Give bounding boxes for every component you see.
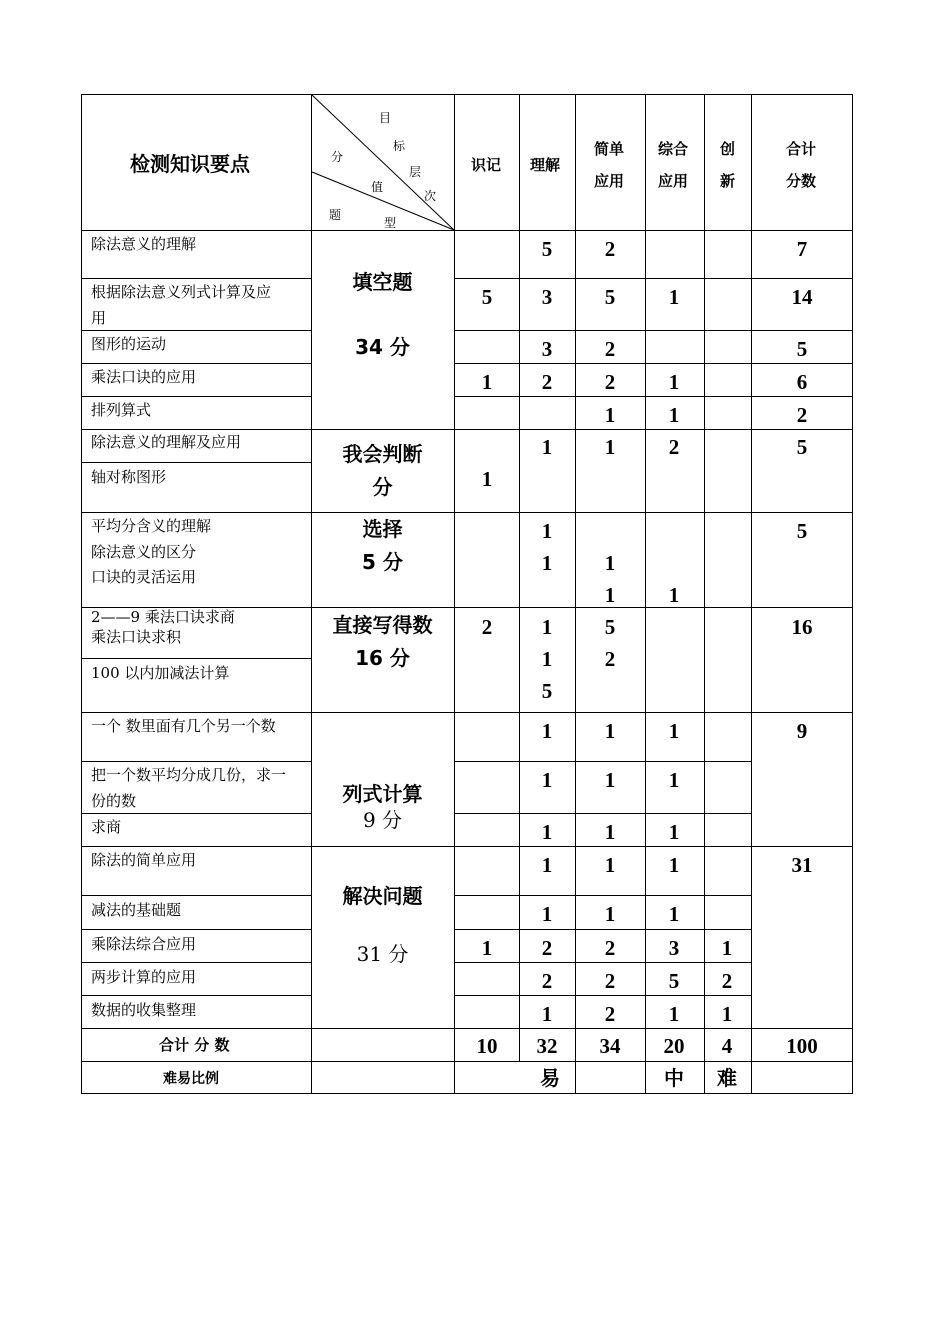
diag-label: 标 — [393, 139, 406, 153]
score-cell: 1 — [604, 551, 616, 575]
score-cell: 1 — [541, 519, 553, 543]
knowledge-assessment-table — [81, 94, 853, 1094]
score-cell: 5 — [541, 237, 553, 261]
score-cell: 1 — [541, 719, 553, 743]
score-cell: 1 — [481, 370, 493, 394]
score-cell: 2 — [604, 1002, 616, 1026]
section-label: 直接写得数 — [332, 613, 433, 637]
col-header-innovation: 新 — [720, 172, 736, 190]
score-cell: 5 — [604, 615, 616, 639]
score-cell: 1 — [604, 435, 616, 459]
score-cell: 5 — [796, 435, 808, 459]
difficulty-easy: 易 — [540, 1066, 560, 1090]
diag-label: 题 — [329, 208, 342, 222]
score-cell: 1 — [604, 403, 616, 427]
col-header-total: 分数 — [786, 172, 817, 190]
diag-label: 层 — [409, 165, 422, 179]
topic-cell: 减法的基础题 — [91, 901, 182, 919]
topic-cell: 乘法口诀的应用 — [91, 368, 197, 386]
score-cell: 1 — [668, 285, 680, 309]
topic-cell: 数据的收集整理 — [91, 1001, 197, 1019]
score-cell: 5 — [668, 969, 680, 993]
score-cell: 7 — [796, 237, 808, 261]
topic-cell: 除法意义的理解及应用 — [91, 433, 242, 451]
score-cell: 1 — [541, 768, 553, 792]
diag-label: 次 — [424, 189, 437, 203]
section-score: 分 — [372, 475, 393, 499]
score-cell: 5 — [796, 337, 808, 361]
score-cell: 5 — [541, 679, 553, 703]
section-score: 5 分 — [362, 550, 403, 574]
diag-label: 值 — [371, 180, 384, 194]
score-cell: 2 — [721, 969, 733, 993]
col-header-innovation: 创 — [720, 140, 736, 158]
col-header-recall: 识记 — [471, 156, 502, 174]
diag-label: 目 — [379, 111, 392, 125]
score-cell: 2 — [604, 237, 616, 261]
topic-cell: 平均分含义的理解 — [91, 517, 212, 535]
section-score: 16 分 — [355, 646, 410, 670]
score-cell: 2 — [604, 370, 616, 394]
score-cell: 1 — [541, 853, 553, 877]
difficulty-ratio-label: 难易比例 — [163, 1071, 219, 1087]
total-cell: 32 — [536, 1034, 558, 1058]
score-cell: 3 — [541, 285, 553, 309]
total-cell: 4 — [721, 1034, 733, 1058]
col-header-compound-app: 应用 — [658, 172, 689, 190]
score-cell: 2 — [541, 936, 553, 960]
score-cell: 5 — [604, 285, 616, 309]
difficulty-medium: 中 — [664, 1066, 684, 1090]
topic-cell: 2——9 乘法口诀求商 — [91, 608, 235, 626]
section-label: 列式计算 — [342, 782, 423, 806]
score-cell: 2 — [604, 337, 616, 361]
topic-cell: 根据除法意义列式计算及应 — [91, 283, 272, 301]
score-cell: 16 — [791, 615, 813, 639]
diag-label: 分 — [331, 150, 344, 164]
total-row-label: 合计 分 数 — [159, 1036, 230, 1054]
topic-cell: 一个 数里面有几个另一个数 — [91, 717, 276, 735]
score-cell: 1 — [541, 615, 553, 639]
topic-cell: 份的数 — [91, 792, 137, 810]
score-cell: 31 — [791, 853, 813, 877]
score-cell: 1 — [604, 719, 616, 743]
score-cell: 9 — [796, 719, 808, 743]
score-cell: 1 — [541, 1002, 553, 1026]
score-cell: 1 — [604, 853, 616, 877]
score-cell: 1 — [668, 902, 680, 926]
score-cell: 1 — [668, 853, 680, 877]
topic-cell: 两步计算的应用 — [91, 968, 197, 986]
score-cell: 1 — [721, 936, 733, 960]
col-header-total: 合计 — [786, 140, 817, 158]
score-cell: 3 — [541, 337, 553, 361]
col-header-simple-app: 应用 — [594, 172, 625, 190]
score-cell: 1 — [541, 647, 553, 671]
topic-cell: 图形的运动 — [91, 335, 167, 353]
topic-cell: 100 以内加减法计算 — [91, 664, 230, 682]
score-cell: 1 — [541, 551, 553, 575]
score-cell: 14 — [791, 285, 813, 309]
total-cell: 100 — [786, 1034, 818, 1058]
score-cell: 1 — [668, 768, 680, 792]
score-cell: 5 — [481, 285, 493, 309]
score-cell: 5 — [796, 519, 808, 543]
score-cell: 1 — [668, 370, 680, 394]
section-label: 填空题 — [352, 270, 413, 294]
score-cell: 1 — [604, 820, 616, 844]
header-title: 检测知识要点 — [130, 152, 250, 176]
score-cell: 2 — [541, 969, 553, 993]
score-cell: 2 — [541, 370, 553, 394]
section-label: 解决问题 — [342, 884, 423, 908]
score-cell: 6 — [796, 370, 808, 394]
topic-cell: 除法的简单应用 — [91, 851, 197, 869]
score-cell: 1 — [604, 902, 616, 926]
score-cell: 1 — [668, 403, 680, 427]
score-cell: 1 — [604, 583, 616, 607]
score-cell: 1 — [604, 768, 616, 792]
score-cell: 1 — [668, 719, 680, 743]
score-cell: 1 — [668, 820, 680, 844]
score-cell: 2 — [796, 403, 808, 427]
topic-cell: 乘除法综合应用 — [91, 935, 197, 953]
section-label: 我会判断 — [342, 442, 423, 466]
topic-cell: 除法意义的区分 — [91, 543, 197, 561]
score-cell: 2 — [481, 615, 493, 639]
section-label: 选择 — [362, 517, 403, 541]
score-cell: 1 — [541, 435, 553, 459]
score-cell: 2 — [604, 969, 616, 993]
section-score: 9 分 — [362, 808, 403, 832]
topic-cell: 乘法口诀求积 — [91, 628, 182, 646]
topic-cell: 把一个数平均分成几份，求一 — [91, 766, 287, 784]
topic-cell: 排列算式 — [91, 401, 152, 419]
score-cell: 1 — [541, 820, 553, 844]
diag-label: 型 — [384, 216, 397, 230]
total-cell: 20 — [663, 1034, 685, 1058]
score-cell: 1 — [481, 467, 493, 491]
score-cell: 1 — [668, 583, 680, 607]
section-score: 34 分 — [355, 335, 410, 359]
col-header-simple-app: 简单 — [594, 140, 625, 158]
col-header-understand: 理解 — [530, 156, 561, 174]
score-cell: 3 — [668, 936, 680, 960]
topic-cell: 求商 — [91, 818, 122, 836]
score-cell: 1 — [541, 902, 553, 926]
col-header-compound-app: 综合 — [658, 140, 689, 158]
score-cell: 1 — [481, 936, 493, 960]
score-cell: 1 — [721, 1002, 733, 1026]
score-cell: 2 — [668, 435, 680, 459]
topic-cell: 用 — [91, 309, 107, 327]
topic-cell: 轴对称图形 — [91, 468, 167, 486]
difficulty-hard: 难 — [717, 1066, 737, 1090]
score-cell: 2 — [604, 936, 616, 960]
section-score: 31 分 — [356, 942, 409, 966]
score-cell: 1 — [668, 1002, 680, 1026]
topic-cell: 口诀的灵活运用 — [91, 568, 197, 586]
topic-cell: 除法意义的理解 — [91, 235, 197, 253]
total-cell: 34 — [599, 1034, 621, 1058]
total-cell: 10 — [476, 1034, 498, 1058]
score-cell: 2 — [604, 647, 616, 671]
